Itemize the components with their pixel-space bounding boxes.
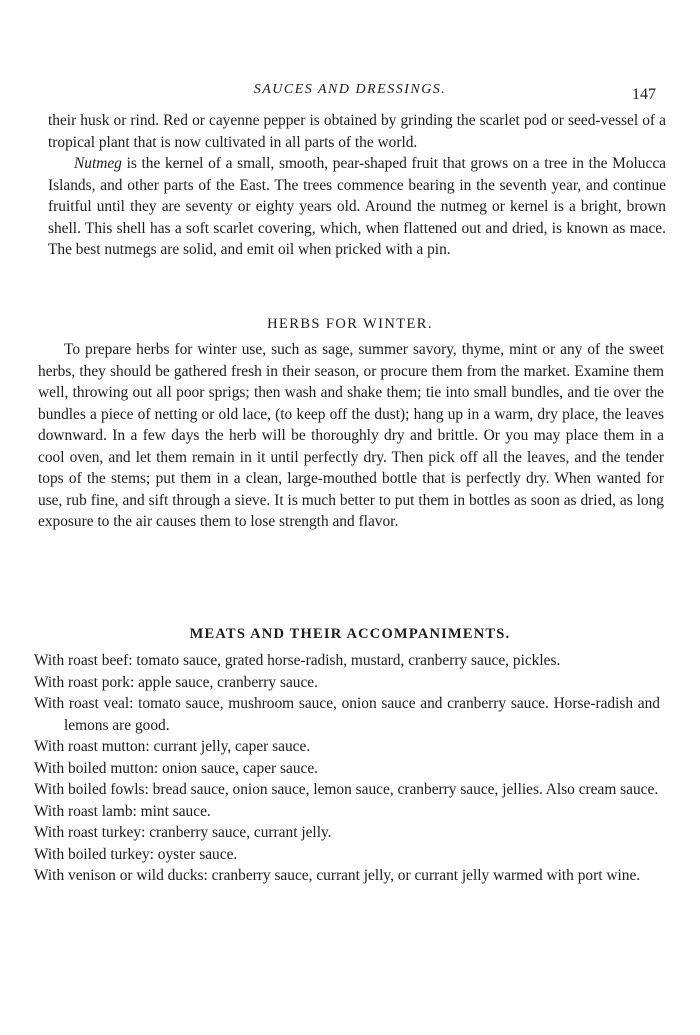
intro-section [48, 110, 666, 261]
list-item: With roast lamb: mint sauce. [34, 802, 211, 820]
list-item: With boiled fowls: bread sauce, onion sauce, lemon sauce, cranberry sauce, jellies. Also cream sauce. [34, 781, 659, 798]
list-item: With boiled mutton: onion sauce, caper sauce. [34, 759, 319, 777]
list-item: With venison or wild ducks: cranberry sauce, currant jelly, or currant jelly warmed with port wine. [34, 867, 641, 884]
herbs-heading: HERBS FOR WINTER. [267, 316, 433, 332]
herbs-section [38, 339, 664, 533]
running-title: SAUCES AND DRESSINGS. [253, 82, 447, 97]
herbs-paragraph: To prepare herbs for winter use, such as sage, summer savory, thyme, mint or any of the sweet herbs, they should be gathered fresh in their season, or procure them from the market. Examine them well, throwing out all poor sprigs; then wash and shake them; tie into small bundles, and tie over the bundles a piece of netting or old lace, (to keep off the dust); hang up in a warm, dry place, the leaves downward. In a few days the herb will be thoroughly dry and brittle. Or you may place them in a cool oven, and let them remain in it until perfectly dry. Then pick off all the leaves, and the tender tops of the stems; put them in a clean, large-mouthed bottle that is perfectly dry. When wanted for use, rub fine, and sift through a sieve. It is much better to put them in bottles as soon as dried, as long exposure to the air causes them to lose strength and flavor. [38, 341, 664, 530]
meats-heading: MEATS AND THEIR ACCOMPANIMENTS. [189, 626, 511, 642]
nutmeg-paragraph [48, 153, 666, 261]
list-item: With roast turkey: cranberry sauce, currant jelly. [34, 824, 332, 841]
intro-paragraph: their husk or rind. Red or cayenne pepper is obtained by grinding the scarlet pod or seed-vessel of a tropical plant that is now cultivated in all parts of the world. [48, 112, 666, 151]
list-item: With roast pork: apple sauce, cranberry sauce. [34, 673, 318, 691]
page-number: 147 [632, 86, 656, 103]
list-item: With boiled turkey: oyster sauce. [34, 845, 238, 863]
nutmeg-text: is the kernel of a small, smooth, pear-shaped fruit that grows on a tree in the Molucca Islands, and other parts of the East. The trees commence bearing in the seventh year, and continue fruitful until they are seventy or eighty years old. Around the nutmeg or kernel is a bright, brown shell. This shell has a soft scarlet covering, which, when flattened out and dried, is known as mace. The best nutmegs are solid, and emit oil when pricked with a pin. [48, 155, 666, 258]
list-item: With roast beef: tomato sauce, grated horse-radish, mustard, cranberry sauce, pickles. [34, 652, 561, 669]
list-item: With roast mutton: currant jelly, caper sauce. [34, 738, 311, 755]
nutmeg-term: Nutmeg [74, 155, 122, 172]
meats-list [34, 650, 660, 887]
list-item: With roast veal: tomato sauce, mushroom sauce, onion sauce and cranberry sauce. Horse-radish and lemons are good. [34, 695, 660, 734]
